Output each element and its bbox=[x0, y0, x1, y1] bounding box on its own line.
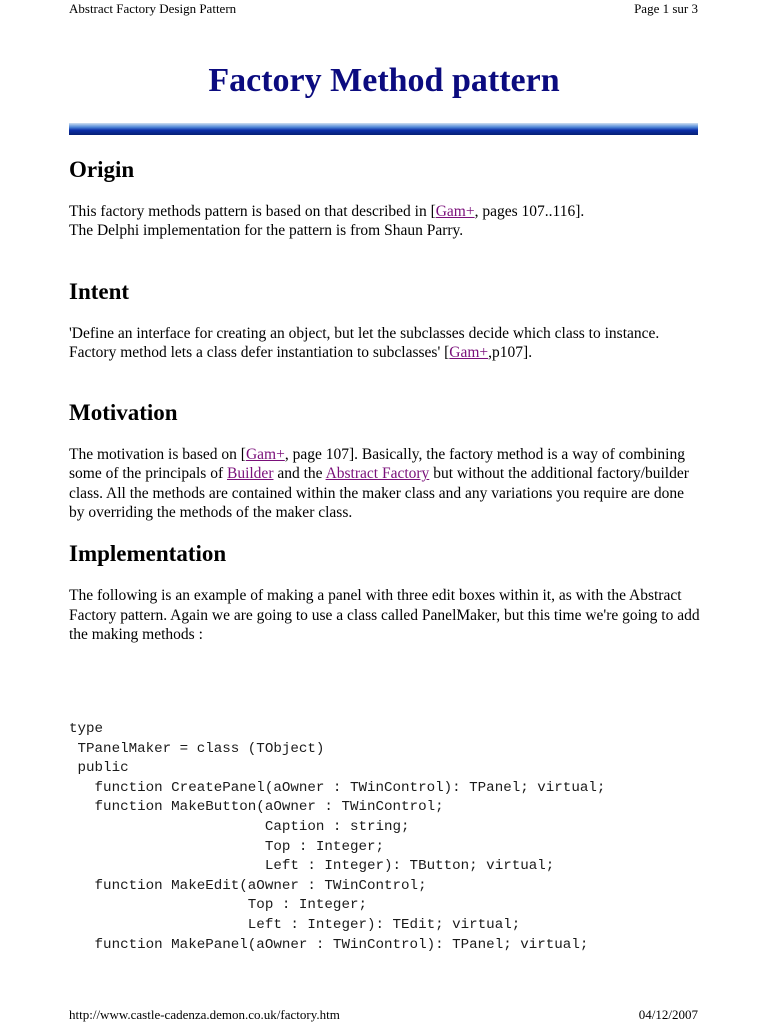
code-line: Top : Integer; bbox=[69, 897, 367, 914]
page-title: Factory Method pattern bbox=[208, 62, 560, 99]
code-line: function MakeButton(aOwner : TWinControl; bbox=[69, 799, 444, 816]
abstract-factory-link[interactable]: Abstract Factory bbox=[325, 465, 430, 483]
code-line: Top : Integer; bbox=[69, 838, 385, 855]
intent-text-a: 'Define an interface for creating an object, but let the subclasses decide which class to instance. Factory method lets a class defer instantiation to subclasses' [ bbox=[69, 324, 660, 361]
implementation-paragraph: The following is an example of making a panel with three edit boxes within it, as with the Abstract Factory pattern. Again we are going to use a class called PanelMaker, but this time we're going to add the making methods : bbox=[69, 587, 700, 643]
article-body bbox=[69, 155, 701, 644]
builder-link[interactable]: Builder bbox=[226, 465, 274, 483]
origin-text-b: , pages 107..116]. bbox=[474, 203, 585, 220]
code-line: Left : Integer): TButton; virtual; bbox=[69, 858, 555, 875]
intent-text-b: ,p107]. bbox=[488, 343, 533, 361]
code-block bbox=[69, 720, 605, 955]
motivation-text-c: and the bbox=[273, 465, 326, 483]
code-line: Left : Integer): TEdit; virtual; bbox=[69, 916, 521, 933]
gam-link-origin[interactable]: Gam+ bbox=[435, 203, 475, 220]
motivation-paragraph bbox=[69, 445, 701, 522]
code-line: Caption : string; bbox=[69, 818, 410, 835]
code-line: function MakeEdit(aOwner : TWinControl; bbox=[69, 877, 427, 894]
code-line: public bbox=[69, 760, 129, 777]
origin-heading: Origin bbox=[69, 157, 135, 182]
gam-link-intent[interactable]: Gam+ bbox=[449, 343, 489, 361]
page-date: 04/12/2007 bbox=[638, 1007, 698, 1022]
code-line: type bbox=[69, 721, 104, 737]
page-header-left: Abstract Factory Design Pattern bbox=[69, 1, 237, 16]
motivation-text-d: but without the additional factory/builder class. All the methods are contained within the maker class and any variations you require are done by overriding the methods of the maker class. bbox=[69, 465, 689, 522]
code-line: function CreatePanel(aOwner : TWinControl): TPanel; virtual; bbox=[69, 779, 606, 796]
motivation-text-a: The motivation is based on [ bbox=[69, 446, 246, 464]
intent-heading: Intent bbox=[69, 278, 130, 304]
origin-text-c: The Delphi implementation for the pattern is from Shaun Parry. bbox=[69, 222, 464, 240]
intent-paragraph bbox=[69, 324, 701, 363]
code-line: function MakePanel(aOwner : TWinControl): TPanel; virtual; bbox=[69, 936, 589, 953]
page-number: Page 1 sur 3 bbox=[634, 1, 698, 16]
code-line: TPanelMaker = class (TObject) bbox=[69, 740, 325, 757]
implementation-heading: Implementation bbox=[69, 541, 227, 567]
title-rule bbox=[69, 123, 698, 135]
gam-link-motivation[interactable]: Gam+ bbox=[245, 446, 285, 464]
origin-text-a: This factory methods pattern is based on that described in [ bbox=[69, 203, 436, 220]
motivation-text-b: , page 107]. Basically, the factory method is a way of combining some of the principals of bbox=[69, 446, 685, 483]
motivation-heading: Motivation bbox=[69, 400, 178, 426]
origin-paragraph bbox=[69, 202, 701, 241]
page-url: http://www.castle-cadenza.demon.co.uk/factory.htm bbox=[69, 1007, 340, 1022]
